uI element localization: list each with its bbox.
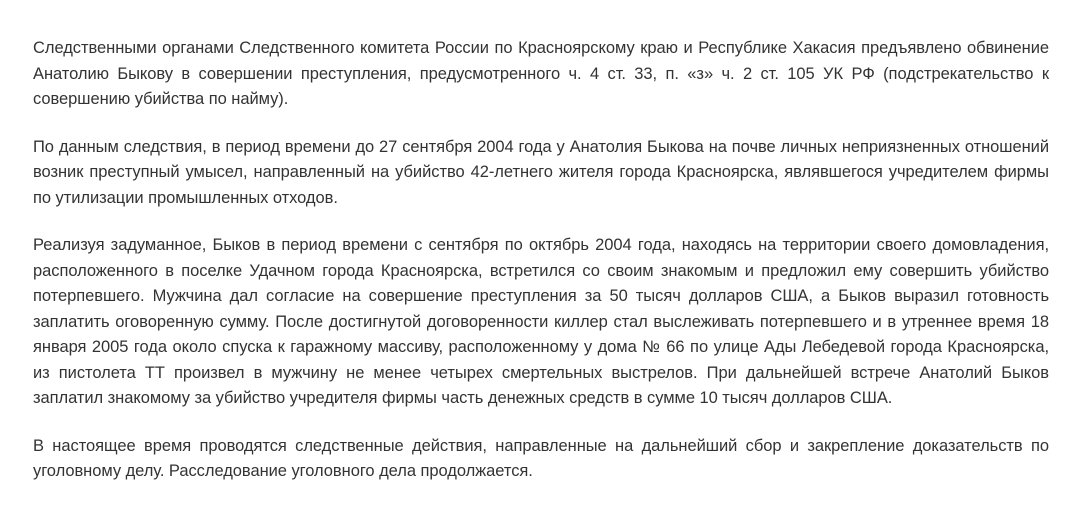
article-body xyxy=(33,36,1049,507)
paragraph-status: В настоящее время проводятся следственные действия, направленные на дальнейший сбор и закрепление доказательств по уголовному делу. Расследование уголовного дела продолжается. xyxy=(33,436,1049,480)
paragraph-charge: Следственными органами Следственного комитета России по Красноярскому краю и Республике Хакасия предъявлено обвинение Анатолию Быкову в совершении преступления, предусмотренного ч. 4 ст. 33, п. «з» ч. 2 ст. 105 УК РФ (подстрекательство к совершению убийства по найму). xyxy=(33,39,1049,108)
paragraph-details: Реализуя задуманное, Быков в период времени с сентября по октябрь 2004 года, находясь на территории своего домовладения, расположенного в поселке Удачном города Красноярска, встретился со своим знакомым и предложил ему совершить убийство потерпевшего. Мужчина дал согласие на совершение преступления за 50 тысяч долларов США, а Быков выразил готовность заплатить оговоренную сумму. После достигнутой договоренности киллер стал выслеживать потерпевшего и в утреннее время 18 января 2005 года около спуска к гаражному массиву, расположенному у дома № 66 по улице Ады Лебедевой города Красноярска, из пистолета ТТ произвел в мужчину не менее четырех смертельных выстрелов. При дальнейшей встрече Анатолий Быков заплатил знакомому за убийство учредителя фирмы часть денежных средств в сумме 10 тысяч долларов США. xyxy=(33,236,1049,407)
paragraph-investigation: По данным следствия, в период времени до 27 сентября 2004 года у Анатолия Быкова на почве личных неприязненных отношений возник преступный умысел, направленный на убийство 42-летнего жителя города Красноярска, являвшегося учредителем фирмы по утилизации промышленных отходов. xyxy=(33,137,1049,207)
